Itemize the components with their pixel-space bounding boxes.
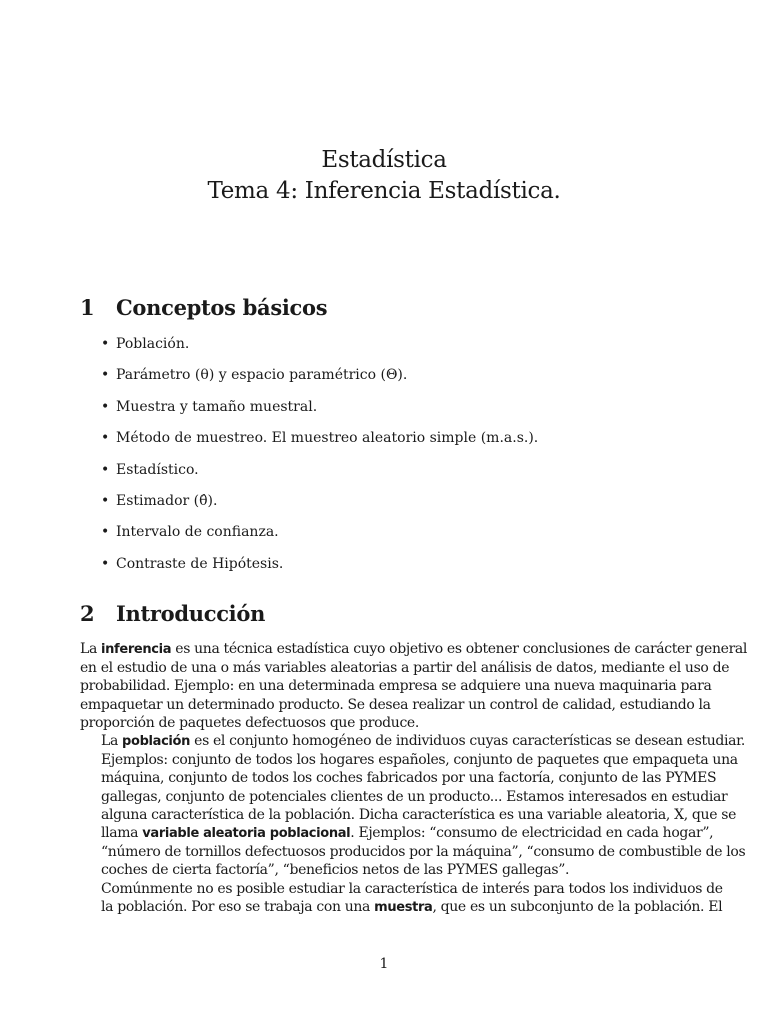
section-1-title: Conceptos básicos [116,295,328,320]
term-variable-aleatoria-poblacional: variable aleatoria poblacional [142,826,351,842]
text-line: coches de cierta factoría”, “beneficios netos de las PYMES gallegas”. [101,862,570,879]
bullet-icon: • [101,430,110,447]
list-item-text: Estimador (θ̂). [116,492,218,509]
section-2-number: 2 [80,601,95,626]
bullet-icon: • [101,461,110,478]
list-item-text: Método de muestreo. El muestreo aleatorio simple (m.a.s.). [116,430,539,447]
text-line: llama variable aleatoria poblacional. Ejemplos: “consumo de electricidad en cada hogar”, [101,825,714,842]
list-item-text: Población. [116,336,190,352]
list-item-text: Parámetro (θ) y espacio paramétrico (Θ). [116,367,408,384]
list-item [101,397,538,428]
introduction-body [80,640,748,917]
text-line: alguna característica de la población. Dicha característica es una variable aleatoria, X, que se [101,806,737,823]
paragraph-inferencia [80,640,748,732]
text-line: proporción de paquetes defectuosos que produce. [80,714,419,731]
text-line: máquina, conjunto de todos los coches fabricados por una factoría, conjunto de las PYMES [101,770,717,787]
list-item-text: Contraste de Hipótesis. [116,555,284,572]
section-1-number: 1 [80,295,95,320]
list-item [101,522,538,553]
text-line: Comúnmente no es posible estudiar la característica de interés para todos los individuos de [101,880,723,897]
bullet-icon: • [101,555,110,572]
bullet-icon: • [101,524,110,541]
section-2-title: Introducción [116,601,266,626]
title-line-2: Tema 4: Inferencia Estadística. [207,178,561,204]
list-item [101,428,538,459]
section-1-heading [80,295,327,320]
bullet-icon: • [101,336,110,352]
bullet-icon: • [101,492,110,509]
bullet-icon: • [101,398,110,415]
list-item-text: Estadístico. [116,461,199,478]
list-item [101,460,538,491]
text-line: Ejemplos: conjunto de todos los hogares españoles, conjunto de paquetes que empaqueta una [101,752,738,769]
text-line: La población es el conjunto homogéneo de individuos cuyas características se desean estudiar. [101,733,746,750]
text-line: La inferencia es una técnica estadística cuyo objetivo es obtener conclusiones de carácter general [80,641,748,657]
list-item-text: Intervalo de confianza. [116,524,279,541]
text-line: empaquetar un determinado producto. Se desea realizar un control de calidad, estudiando la [80,696,711,713]
text-line: probabilidad. Ejemplo: en una determinada empresa se adquiere una nueva maquinaria para [80,678,712,695]
list-item [101,334,538,365]
bullet-icon: • [101,367,110,384]
document-title [0,145,768,207]
concepts-list [101,334,538,585]
list-item [101,554,538,585]
text-line: en el estudio de una o más variables aleatorias a partir del análisis de datos, mediante el uso de [80,660,730,677]
term-inferencia: inferencia [101,642,172,657]
section-2-heading [80,601,265,626]
term-muestra: muestra [374,899,433,915]
page-number: 1 [379,956,389,972]
text-line: la población. Por eso se trabaja con una muestra, que es un subconjunto de la población. El [101,898,723,915]
term-poblacion: población [122,734,191,750]
paragraph-poblacion [80,732,746,880]
text-line: gallegas, conjunto de potenciales clientes de un producto... Estamos interesados en estudiar [101,788,728,805]
text-line: “número de tornillos defectuosos producidos por la máquina”, “consumo de combustible de los [101,844,746,861]
title-line-1: Estadística [321,147,447,173]
list-item [101,491,538,522]
list-item-text: Muestra y tamaño muestral. [116,398,318,415]
paragraph-muestra [80,880,723,917]
list-item [101,365,538,396]
